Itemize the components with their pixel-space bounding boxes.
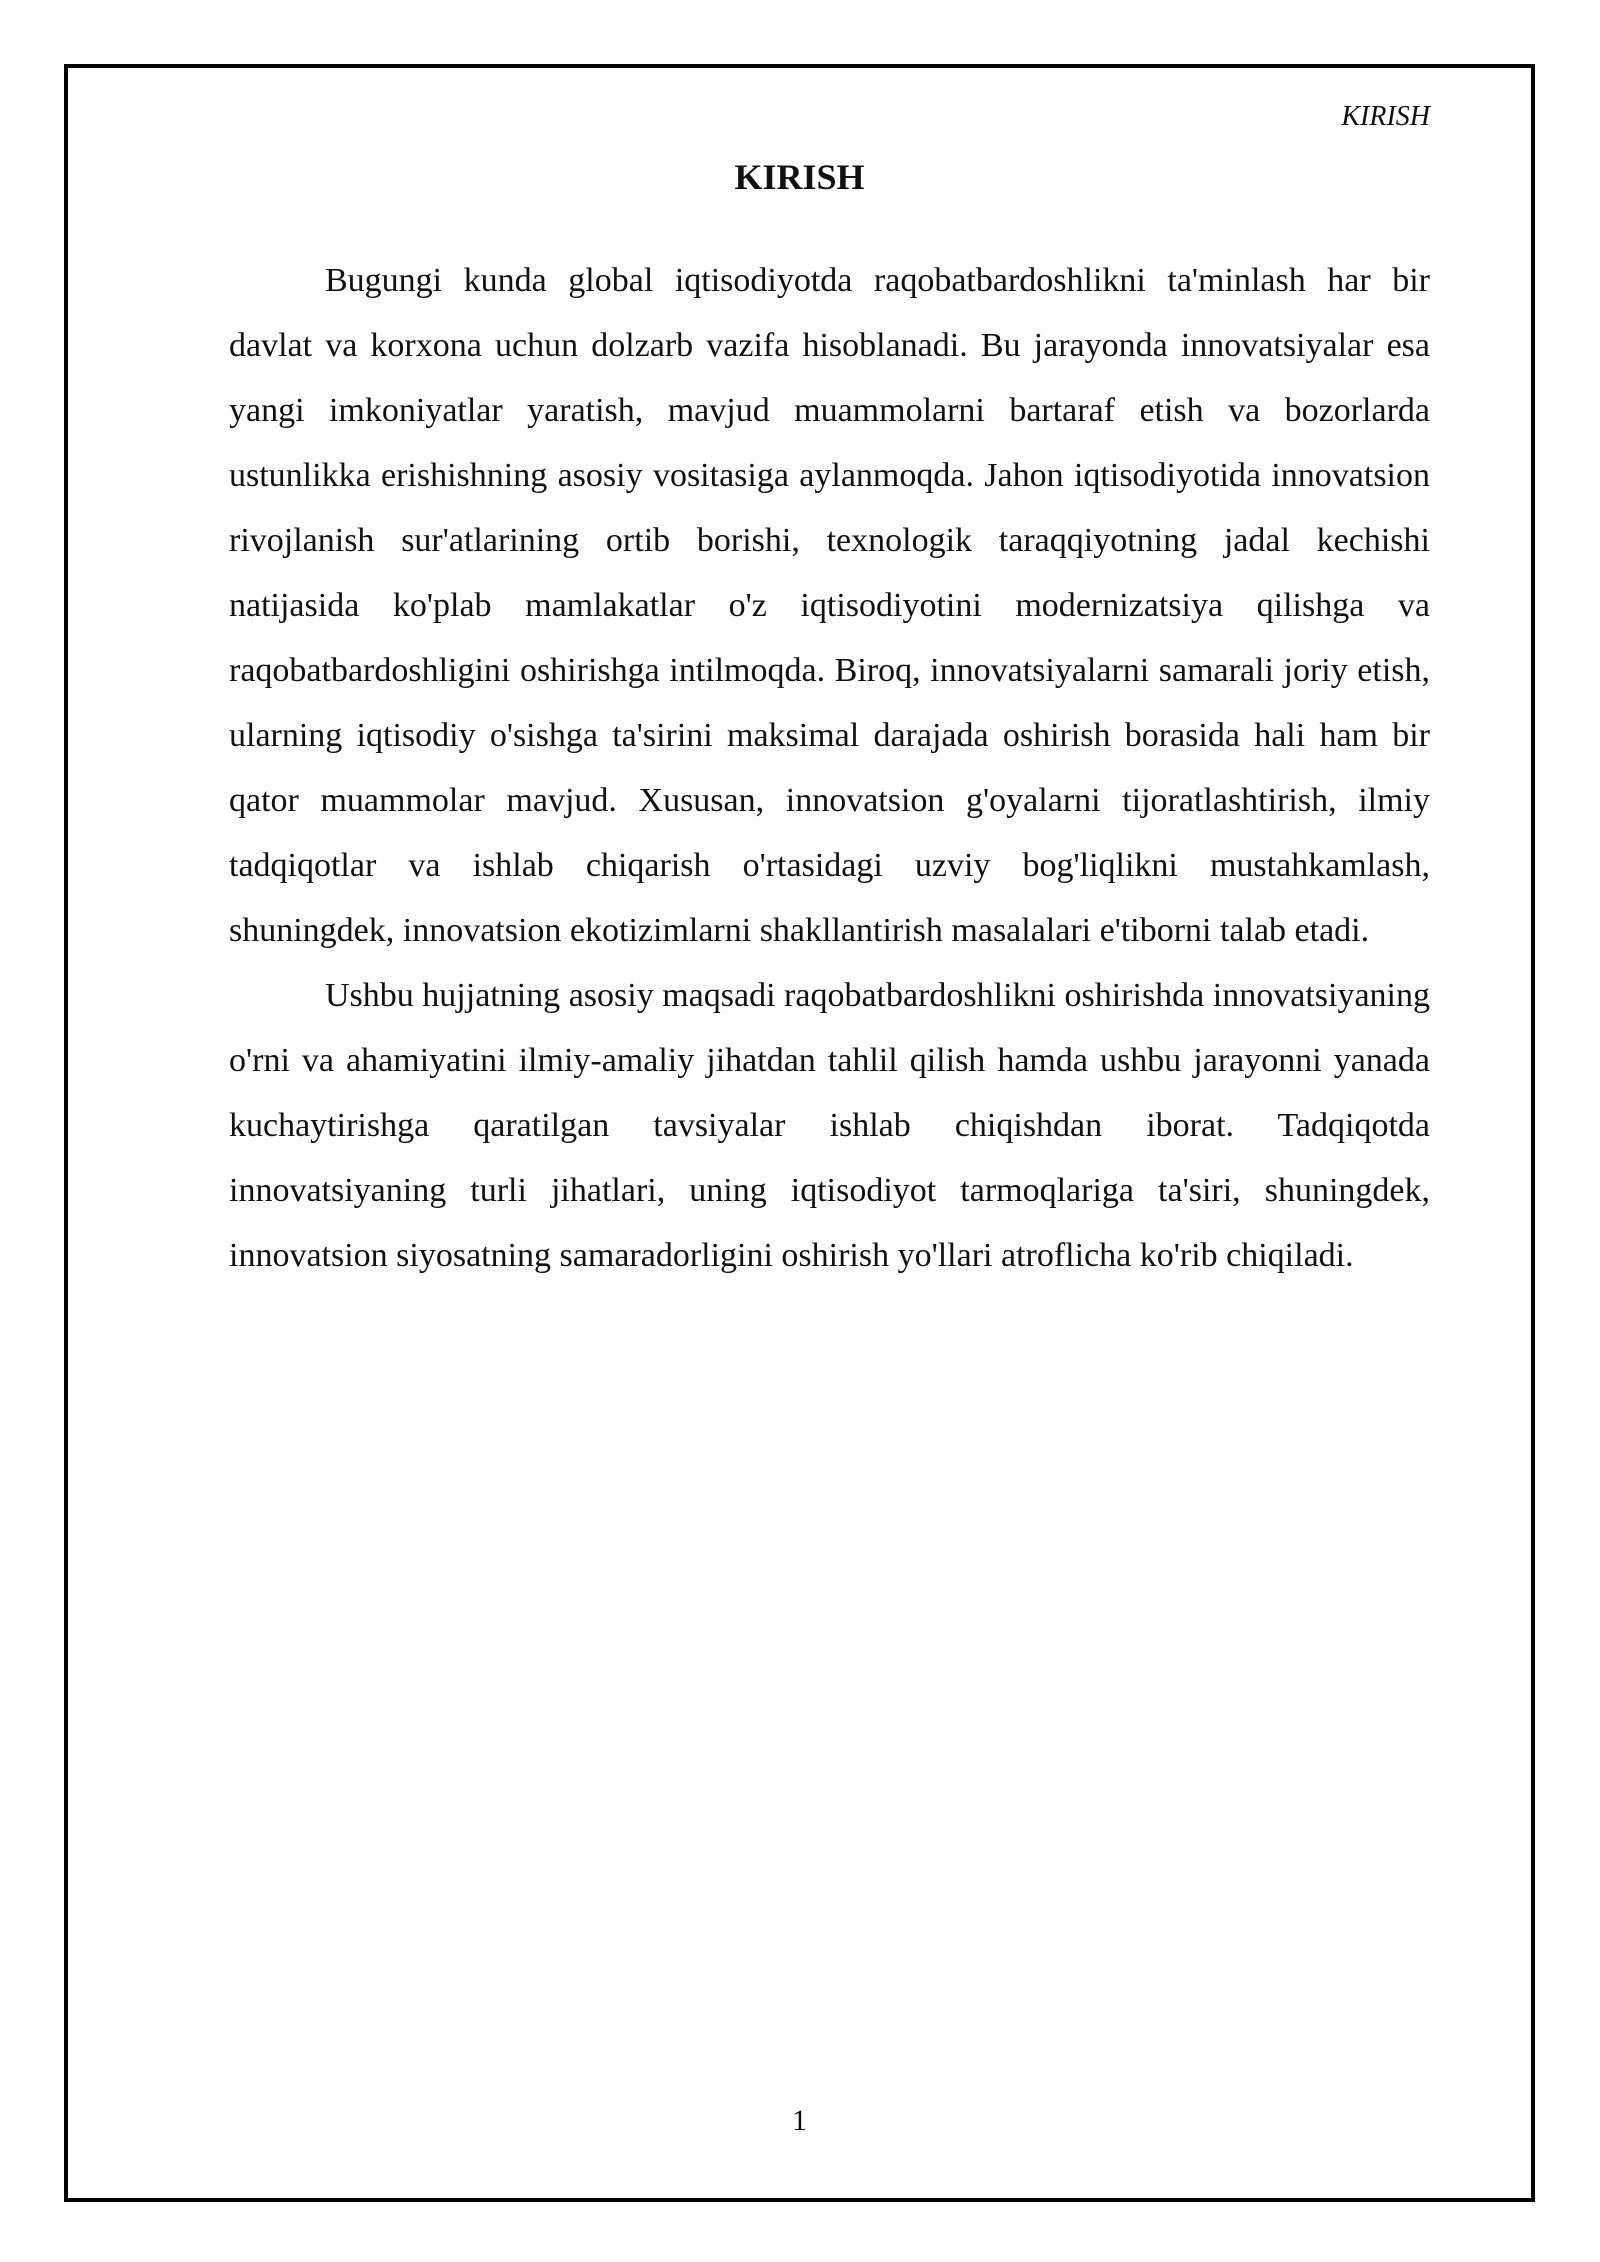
page-frame bbox=[64, 64, 1535, 2202]
paragraph-1: Bugungi kunda global iqtisodiyotda raqobatbardoshlikni ta'minlash har bir davlat va korxona uchun dolzarb vazifa hisoblanadi. Bu jarayonda innovatsiyalar esa yangi imkoniyatlar yaratish, mavjud muammolarni bartaraf etish va bozorlarda ustunlikka erishishning asosiy vositasiga aylanmoqda. Jahon iqtisodiyotida innovatsion rivojlanish sur'atlarining ortib borishi, texnologik taraqqiyotning jadal kechishi natijasida ko'plab mamlakatlar o'z iqtisodiyotini modernizatsiya qilishga va raqobatbardoshligini oshirishga intilmoqda. Biroq, innovatsiyalarni samarali joriy etish, ularning iqtisodiy o'sishga ta'sirini maksimal darajada oshirish borasida hali ham bir qator muammolar mavjud. Xususan, innovatsion g'oyalarni tijoratlashtirish, ilmiy tadqiqotlar va ishlab chiqarish o'rtasidagi uzviy bog'liqlikni mustahkamlash, shuningdek, innovatsion ekotizimlarni shakllantirish masalalari e'tiborni talab etadi. bbox=[229, 262, 1430, 949]
document-title: KIRISH bbox=[734, 157, 865, 197]
running-header: KIRISH bbox=[1341, 101, 1430, 132]
page-number: 1 bbox=[792, 2104, 807, 2137]
body-text bbox=[229, 248, 1430, 1288]
paragraph-2: Ushbu hujjatning asosiy maqsadi raqobatbardoshlikni oshirishda innovatsiyaning o'rni va ahamiyatini ilmiy-amaliy jihatdan tahlil qilish hamda ushbu jarayonni yanada kuchaytirishga qaratilgan tavsiyalar ishlab chiqishdan iborat. Tadqiqotda innovatsiyaning turli jihatlari, uning iqtisodiyot tarmoqlariga ta'siri, shuningdek, innovatsion siyosatning samaradorligini oshirish yo'llari atroflicha ko'rib chiqiladi. bbox=[229, 977, 1430, 1274]
